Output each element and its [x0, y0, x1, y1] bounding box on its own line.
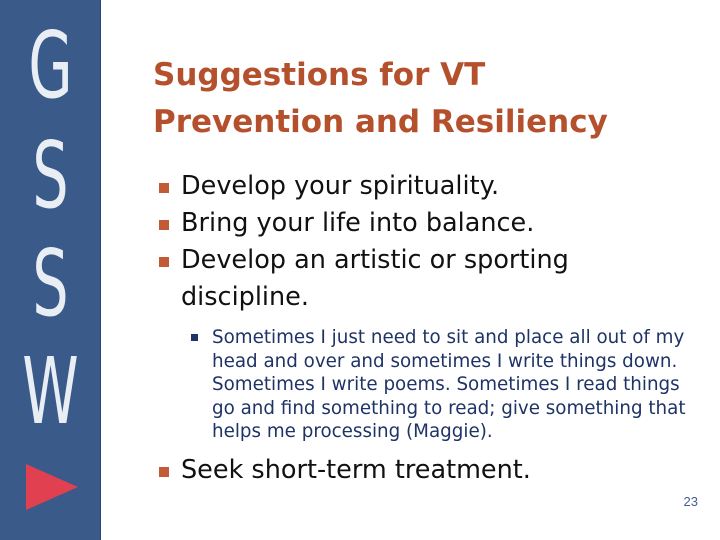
bullet-item	[157, 168, 702, 205]
bullet-square-icon	[159, 257, 169, 267]
logo-letter-g: G	[28, 12, 73, 119]
bullet-item	[157, 242, 702, 316]
bullet-text: Develop your spirituality.	[181, 171, 500, 201]
slide-title: Suggestions for VT Prevention and Resiliency	[153, 57, 608, 140]
bullet-square-icon	[159, 183, 169, 193]
page-number: 23	[683, 494, 698, 509]
sub-bullet-item	[190, 326, 690, 444]
bullet-item	[157, 205, 702, 242]
bullet-text: Develop an artistic or sporting discipline.	[181, 245, 569, 312]
play-triangle-icon	[26, 464, 78, 510]
logo-letter-s-first: S	[32, 122, 69, 229]
bullet-square-icon	[159, 467, 169, 477]
bullet-text: Seek short-term treatment.	[181, 454, 531, 485]
logo-sidebar	[0, 0, 101, 540]
sub-bullet-square-icon	[191, 334, 198, 341]
bullet-square-icon	[159, 220, 169, 230]
sub-bullet-text: Sometimes I just need to sit and place all out of my head and over and sometimes I write things down. Sometimes I write poems. Sometimes I read things go and find something to read; give something that helps me processing (Maggie).	[212, 327, 686, 442]
bullet-list	[157, 168, 702, 489]
logo-letter-s-second: S	[32, 230, 69, 337]
bullet-item	[157, 452, 702, 489]
bullet-text: Bring your life into balance.	[181, 208, 535, 238]
logo-letter-w: W	[22, 338, 79, 445]
